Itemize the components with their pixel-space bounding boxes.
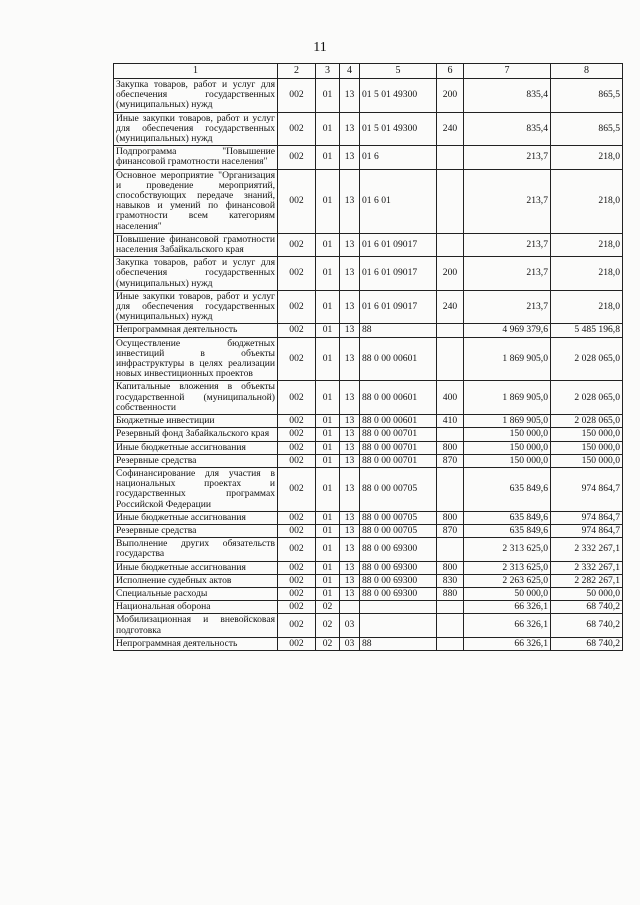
- subsection-code-cell: 13: [340, 257, 360, 291]
- section-code-cell: 01: [316, 467, 340, 511]
- section-code-cell: 01: [316, 454, 340, 467]
- amount-col7-cell: 635 849,6: [464, 524, 551, 537]
- row-name-cell: Непрограммная деятельность: [114, 637, 278, 650]
- section-code-cell: 01: [316, 146, 340, 169]
- target-article-cell: 88 0 00 69300: [360, 561, 437, 574]
- subsection-code-cell: 13: [340, 415, 360, 428]
- table-row: [114, 467, 623, 511]
- amount-col8-cell: 50 000,0: [551, 587, 623, 600]
- row-name-cell: Капитальные вложения в объекты государственной (муниципальной) собственности: [114, 381, 278, 415]
- subsection-code-cell: 03: [340, 614, 360, 637]
- amount-col7-cell: 150 000,0: [464, 428, 551, 441]
- section-code-cell: 01: [316, 381, 340, 415]
- target-article-cell: 88 0 00 00705: [360, 524, 437, 537]
- expense-type-cell: 830: [437, 574, 464, 587]
- row-name-cell: Иные закупки товаров, работ и услуг для обеспечения государственных (муниципальных) нужд: [114, 290, 278, 324]
- amount-col8-cell: 150 000,0: [551, 454, 623, 467]
- expense-type-cell: [437, 146, 464, 169]
- subsection-code-cell: 13: [340, 467, 360, 511]
- expense-type-cell: [437, 428, 464, 441]
- target-article-cell: 01 6 01 09017: [360, 233, 437, 256]
- row-name-cell: Основное мероприятие "Организация и проведение мероприятий, способствующих передаче знаний, навыков и умений по финансовой грамотности всем категориям населения": [114, 169, 278, 233]
- section-code-cell: 02: [316, 614, 340, 637]
- amount-col8-cell: 865,5: [551, 112, 623, 146]
- section-code-cell: 01: [316, 79, 340, 113]
- amount-col7-cell: 1 869 905,0: [464, 337, 551, 381]
- admin-code-cell: 002: [278, 337, 316, 381]
- section-code-cell: 01: [316, 561, 340, 574]
- page-number: 11: [313, 40, 327, 55]
- section-code-cell: 01: [316, 428, 340, 441]
- amount-col8-cell: 2 028 065,0: [551, 415, 623, 428]
- target-article-cell: [360, 601, 437, 614]
- admin-code-cell: 002: [278, 574, 316, 587]
- subsection-code-cell: 13: [340, 441, 360, 454]
- table-row: [114, 337, 623, 381]
- amount-col8-cell: 68 740,2: [551, 601, 623, 614]
- expense-type-cell: 200: [437, 257, 464, 291]
- section-code-cell: 01: [316, 233, 340, 256]
- row-name-cell: Резервные средства: [114, 524, 278, 537]
- section-code-cell: 01: [316, 337, 340, 381]
- admin-code-cell: 002: [278, 524, 316, 537]
- amount-col7-cell: 635 849,6: [464, 511, 551, 524]
- subsection-code-cell: 13: [340, 290, 360, 324]
- amount-col7-cell: 835,4: [464, 112, 551, 146]
- table-row: [114, 233, 623, 256]
- subsection-code-cell: 13: [340, 587, 360, 600]
- budget-table: [113, 63, 623, 651]
- row-name-cell: Бюджетные инвестиции: [114, 415, 278, 428]
- target-article-cell: 88 0 00 00601: [360, 415, 437, 428]
- admin-code-cell: 002: [278, 587, 316, 600]
- amount-col8-cell: 974 864,7: [551, 467, 623, 511]
- section-code-cell: 01: [316, 415, 340, 428]
- amount-col8-cell: 218,0: [551, 169, 623, 233]
- row-name-cell: Иные закупки товаров, работ и услуг для обеспечения государственных (муниципальных) нужд: [114, 112, 278, 146]
- table-row: [114, 169, 623, 233]
- table-row: [114, 538, 623, 561]
- table-row: [114, 637, 623, 650]
- expense-type-cell: [437, 637, 464, 650]
- subsection-code-cell: 13: [340, 511, 360, 524]
- column-header: 7: [464, 64, 551, 79]
- section-code-cell: 01: [316, 574, 340, 587]
- target-article-cell: 88: [360, 324, 437, 337]
- table-row: [114, 79, 623, 113]
- row-name-cell: Исполнение судебных актов: [114, 574, 278, 587]
- subsection-code-cell: 13: [340, 324, 360, 337]
- amount-col7-cell: 66 326,1: [464, 601, 551, 614]
- amount-col7-cell: 213,7: [464, 257, 551, 291]
- amount-col8-cell: 974 864,7: [551, 524, 623, 537]
- table-header-row: [114, 64, 623, 79]
- expense-type-cell: 410: [437, 415, 464, 428]
- amount-col8-cell: 5 485 196,8: [551, 324, 623, 337]
- subsection-code-cell: 13: [340, 574, 360, 587]
- table-row: [114, 574, 623, 587]
- expense-type-cell: 240: [437, 112, 464, 146]
- expense-type-cell: [437, 467, 464, 511]
- row-name-cell: Повышение финансовой грамотности населения Забайкальского края: [114, 233, 278, 256]
- admin-code-cell: 002: [278, 601, 316, 614]
- section-code-cell: 01: [316, 441, 340, 454]
- expense-type-cell: 870: [437, 524, 464, 537]
- target-article-cell: 88 0 00 00701: [360, 428, 437, 441]
- subsection-code-cell: [340, 601, 360, 614]
- amount-col7-cell: 50 000,0: [464, 587, 551, 600]
- section-code-cell: 02: [316, 637, 340, 650]
- column-header: 1: [114, 64, 278, 79]
- admin-code-cell: 002: [278, 324, 316, 337]
- amount-col7-cell: 2 313 625,0: [464, 561, 551, 574]
- target-article-cell: 88 0 00 00701: [360, 441, 437, 454]
- row-name-cell: Подпрограмма "Повышение финансовой грамотности населения": [114, 146, 278, 169]
- subsection-code-cell: 03: [340, 637, 360, 650]
- target-article-cell: 88 0 00 69300: [360, 574, 437, 587]
- target-article-cell: 01 5 01 49300: [360, 79, 437, 113]
- amount-col7-cell: 66 326,1: [464, 637, 551, 650]
- target-article-cell: 88 0 00 69300: [360, 587, 437, 600]
- amount-col7-cell: 4 969 379,6: [464, 324, 551, 337]
- section-code-cell: 02: [316, 601, 340, 614]
- amount-col8-cell: 2 332 267,1: [551, 538, 623, 561]
- amount-col8-cell: 68 740,2: [551, 637, 623, 650]
- subsection-code-cell: 13: [340, 233, 360, 256]
- target-article-cell: 01 5 01 49300: [360, 112, 437, 146]
- amount-col8-cell: 865,5: [551, 79, 623, 113]
- expense-type-cell: 240: [437, 290, 464, 324]
- amount-col7-cell: 213,7: [464, 290, 551, 324]
- admin-code-cell: 002: [278, 441, 316, 454]
- row-name-cell: Мобилизационная и вневойсковая подготовка: [114, 614, 278, 637]
- table-row: [114, 587, 623, 600]
- row-name-cell: Выполнение других обязательств государства: [114, 538, 278, 561]
- amount-col7-cell: 66 326,1: [464, 614, 551, 637]
- column-header: 3: [316, 64, 340, 79]
- table-row: [114, 511, 623, 524]
- admin-code-cell: 002: [278, 146, 316, 169]
- expense-type-cell: 880: [437, 587, 464, 600]
- table-row: [114, 146, 623, 169]
- subsection-code-cell: 13: [340, 538, 360, 561]
- expense-type-cell: [437, 538, 464, 561]
- table-row: [114, 454, 623, 467]
- section-code-cell: 01: [316, 511, 340, 524]
- amount-col7-cell: 1 869 905,0: [464, 381, 551, 415]
- admin-code-cell: 002: [278, 290, 316, 324]
- amount-col7-cell: 213,7: [464, 146, 551, 169]
- target-article-cell: 88 0 00 00601: [360, 337, 437, 381]
- row-name-cell: Закупка товаров, работ и услуг для обеспечения государственных (муниципальных) нужд: [114, 257, 278, 291]
- table-row: [114, 601, 623, 614]
- admin-code-cell: 002: [278, 233, 316, 256]
- row-name-cell: Резервный фонд Забайкальского края: [114, 428, 278, 441]
- section-code-cell: 01: [316, 257, 340, 291]
- section-code-cell: 01: [316, 112, 340, 146]
- expense-type-cell: [437, 233, 464, 256]
- row-name-cell: Осуществление бюджетных инвестиций в объекты инфраструктуры в целях реализации новых инвестиционных проектов: [114, 337, 278, 381]
- subsection-code-cell: 13: [340, 146, 360, 169]
- amount-col8-cell: 2 028 065,0: [551, 337, 623, 381]
- expense-type-cell: 400: [437, 381, 464, 415]
- subsection-code-cell: 13: [340, 169, 360, 233]
- admin-code-cell: 002: [278, 381, 316, 415]
- amount-col8-cell: 974 864,7: [551, 511, 623, 524]
- row-name-cell: Иные бюджетные ассигнования: [114, 441, 278, 454]
- target-article-cell: 01 6 01 09017: [360, 290, 437, 324]
- amount-col7-cell: 213,7: [464, 169, 551, 233]
- admin-code-cell: 002: [278, 614, 316, 637]
- row-name-cell: Закупка товаров, работ и услуг для обеспечения государственных (муниципальных) нужд: [114, 79, 278, 113]
- admin-code-cell: 002: [278, 112, 316, 146]
- table-row: [114, 428, 623, 441]
- expense-type-cell: [437, 601, 464, 614]
- amount-col8-cell: 2 028 065,0: [551, 381, 623, 415]
- section-code-cell: 01: [316, 524, 340, 537]
- row-name-cell: Национальная оборона: [114, 601, 278, 614]
- amount-col7-cell: 635 849,6: [464, 467, 551, 511]
- column-header: 4: [340, 64, 360, 79]
- subsection-code-cell: 13: [340, 561, 360, 574]
- table-row: [114, 415, 623, 428]
- amount-col8-cell: 2 282 267,1: [551, 574, 623, 587]
- amount-col8-cell: 218,0: [551, 257, 623, 291]
- admin-code-cell: 002: [278, 454, 316, 467]
- admin-code-cell: 002: [278, 467, 316, 511]
- admin-code-cell: 002: [278, 415, 316, 428]
- expense-type-cell: [437, 614, 464, 637]
- section-code-cell: 01: [316, 169, 340, 233]
- subsection-code-cell: 13: [340, 454, 360, 467]
- amount-col7-cell: 213,7: [464, 233, 551, 256]
- section-code-cell: 01: [316, 587, 340, 600]
- target-article-cell: 01 6 01: [360, 169, 437, 233]
- admin-code-cell: 002: [278, 169, 316, 233]
- table-row: [114, 441, 623, 454]
- admin-code-cell: 002: [278, 538, 316, 561]
- section-code-cell: 01: [316, 538, 340, 561]
- subsection-code-cell: 13: [340, 112, 360, 146]
- amount-col7-cell: 1 869 905,0: [464, 415, 551, 428]
- target-article-cell: 88 0 00 00701: [360, 454, 437, 467]
- expense-type-cell: 800: [437, 441, 464, 454]
- amount-col8-cell: 218,0: [551, 290, 623, 324]
- table-body: [114, 79, 623, 651]
- amount-col8-cell: 68 740,2: [551, 614, 623, 637]
- admin-code-cell: 002: [278, 561, 316, 574]
- amount-col8-cell: 2 332 267,1: [551, 561, 623, 574]
- subsection-code-cell: 13: [340, 428, 360, 441]
- subsection-code-cell: 13: [340, 381, 360, 415]
- table-row: [114, 561, 623, 574]
- expense-type-cell: [437, 169, 464, 233]
- admin-code-cell: 002: [278, 79, 316, 113]
- target-article-cell: 88: [360, 637, 437, 650]
- expense-type-cell: [437, 337, 464, 381]
- row-name-cell: Софинансирование для участия в национальных проектах и государственных программах Российской Федерации: [114, 467, 278, 511]
- table-row: [114, 290, 623, 324]
- column-header: 8: [551, 64, 623, 79]
- amount-col7-cell: 150 000,0: [464, 441, 551, 454]
- expense-type-cell: 800: [437, 561, 464, 574]
- table-row: [114, 324, 623, 337]
- amount-col8-cell: 218,0: [551, 146, 623, 169]
- target-article-cell: 88 0 00 69300: [360, 538, 437, 561]
- amount-col7-cell: 150 000,0: [464, 454, 551, 467]
- admin-code-cell: 002: [278, 257, 316, 291]
- amount-col7-cell: 2 313 625,0: [464, 538, 551, 561]
- amount-col7-cell: 835,4: [464, 79, 551, 113]
- admin-code-cell: 002: [278, 511, 316, 524]
- expense-type-cell: 200: [437, 79, 464, 113]
- expense-type-cell: 870: [437, 454, 464, 467]
- row-name-cell: Иные бюджетные ассигнования: [114, 561, 278, 574]
- target-article-cell: 88 0 00 00601: [360, 381, 437, 415]
- amount-col8-cell: 218,0: [551, 233, 623, 256]
- amount-col8-cell: 150 000,0: [551, 428, 623, 441]
- row-name-cell: Резервные средства: [114, 454, 278, 467]
- amount-col7-cell: 2 263 625,0: [464, 574, 551, 587]
- column-header: 6: [437, 64, 464, 79]
- section-code-cell: 01: [316, 324, 340, 337]
- subsection-code-cell: 13: [340, 337, 360, 381]
- row-name-cell: Непрограммная деятельность: [114, 324, 278, 337]
- section-code-cell: 01: [316, 290, 340, 324]
- expense-type-cell: [437, 324, 464, 337]
- table-row: [114, 112, 623, 146]
- table-row: [114, 381, 623, 415]
- amount-col8-cell: 150 000,0: [551, 441, 623, 454]
- table-row: [114, 614, 623, 637]
- table-row: [114, 524, 623, 537]
- expense-type-cell: 800: [437, 511, 464, 524]
- column-header: 5: [360, 64, 437, 79]
- row-name-cell: Специальные расходы: [114, 587, 278, 600]
- admin-code-cell: 002: [278, 428, 316, 441]
- target-article-cell: 01 6: [360, 146, 437, 169]
- target-article-cell: 88 0 00 00705: [360, 467, 437, 511]
- column-header: 2: [278, 64, 316, 79]
- table-row: [114, 257, 623, 291]
- subsection-code-cell: 13: [340, 79, 360, 113]
- target-article-cell: 88 0 00 00705: [360, 511, 437, 524]
- subsection-code-cell: 13: [340, 524, 360, 537]
- row-name-cell: Иные бюджетные ассигнования: [114, 511, 278, 524]
- target-article-cell: 01 6 01 09017: [360, 257, 437, 291]
- admin-code-cell: 002: [278, 637, 316, 650]
- target-article-cell: [360, 614, 437, 637]
